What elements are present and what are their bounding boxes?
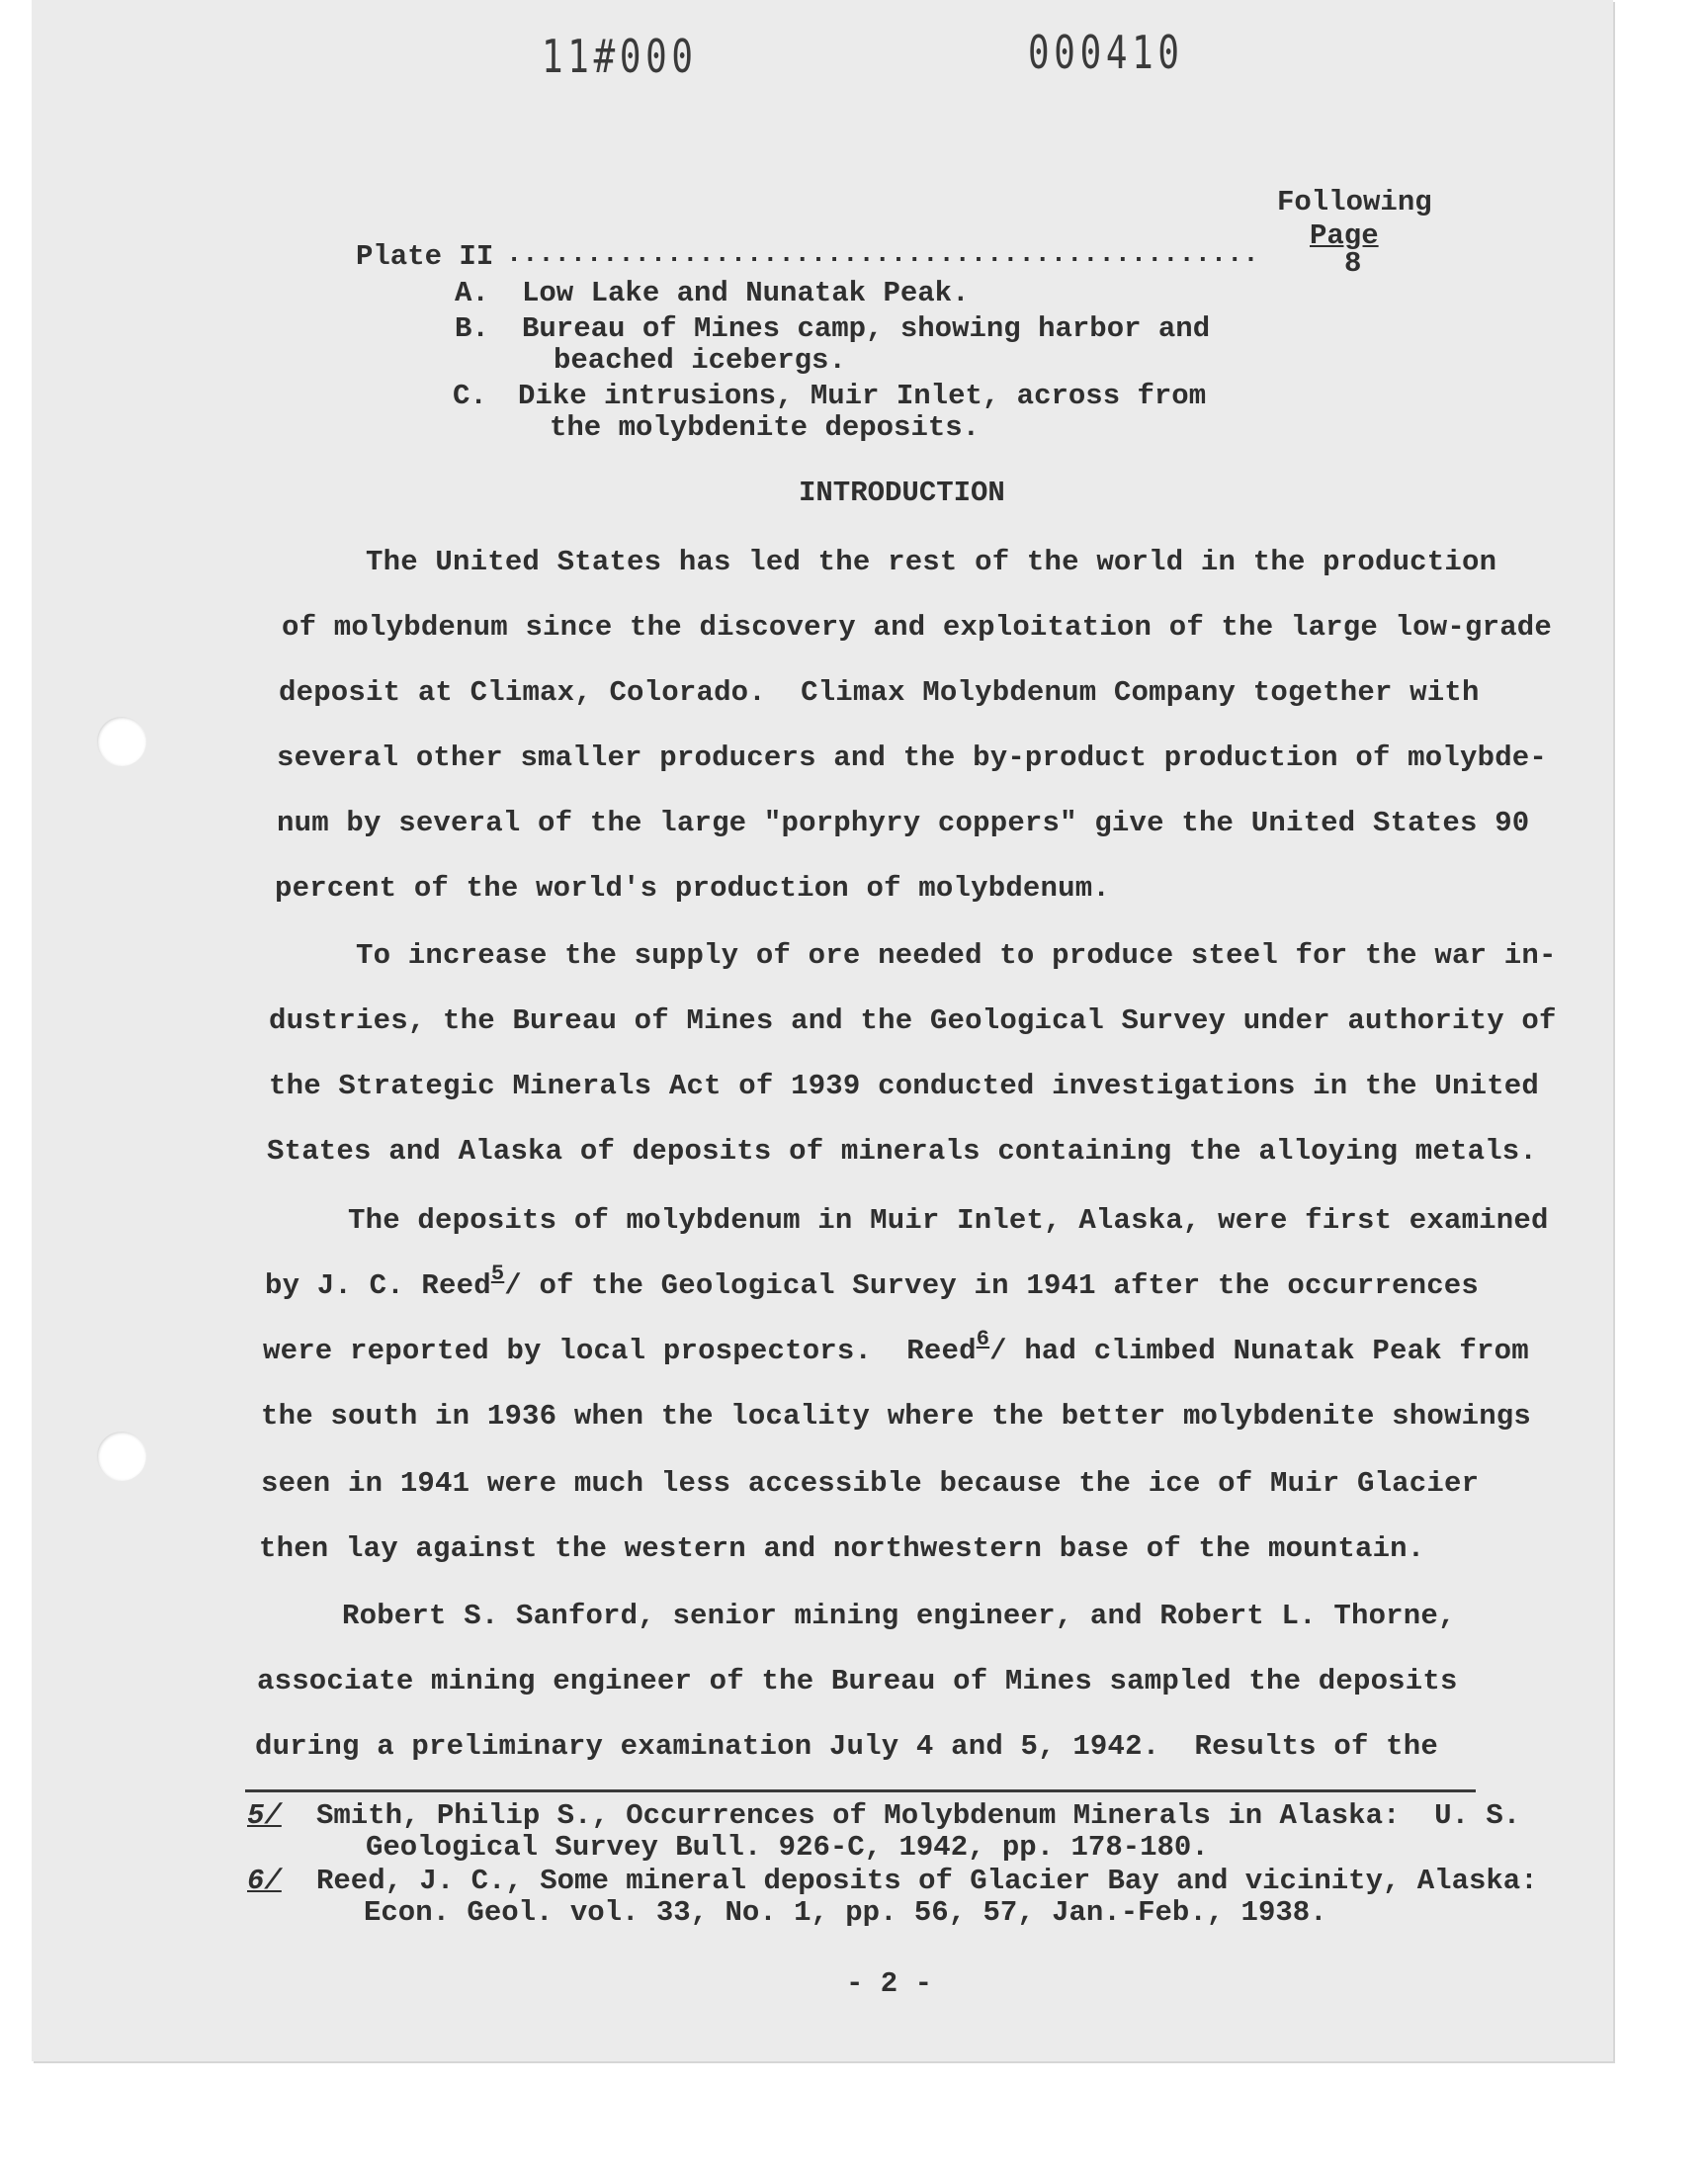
text-line — [263, 1327, 1529, 1367]
plate-item-cont-c: the molybdenite deposits. — [550, 411, 981, 444]
scan-margin — [0, 2066, 1708, 2175]
text-line: To increase the supply of ore needed to produce steel for the war in- — [356, 939, 1557, 972]
text-segment: / had climbed Nunatak Peak from — [989, 1335, 1529, 1367]
footnote-rule — [245, 1789, 1476, 1792]
text-line: The United States has led the rest of the world in the production — [366, 546, 1497, 578]
punch-hole-top — [97, 717, 146, 766]
footnote-text: Smith, Philip S., Occurrences of Molybdenum Minerals in Alaska: U. S. — [316, 1799, 1521, 1832]
plate-title: Plate II — [356, 240, 494, 273]
text-line: num by several of the large "porphyry coppers" give the United States 90 — [277, 807, 1530, 839]
plate-item-text-b: Bureau of Mines camp, showing harbor and — [522, 312, 1211, 345]
footnote-ref-5: 5 — [490, 1262, 505, 1286]
text-line: during a preliminary examination July 4 and 5, 1942. Results of the — [255, 1730, 1438, 1763]
text-line: then lay against the western and northwestern base of the mountain. — [259, 1532, 1425, 1565]
page-label: Page — [1310, 219, 1379, 252]
footnote-mark: 6/ — [247, 1865, 282, 1897]
footnote-text: Reed, J. C., Some mineral deposits of Glacier Bay and vicinity, Alaska: — [316, 1865, 1538, 1897]
plate-leader: ............................................... — [506, 240, 1259, 270]
text-segment: by J. C. Reed — [265, 1269, 491, 1302]
footnote-mark: 5/ — [247, 1799, 282, 1832]
stamp-right: 000410 — [1028, 26, 1184, 79]
text-line: the south in 1936 when the locality where the better molybdenite showings — [261, 1400, 1532, 1433]
text-segment: / of the Geological Survey in 1941 after the occurrences — [504, 1269, 1480, 1302]
text-line: several other smaller producers and the by-product production of molybde- — [277, 741, 1548, 774]
text-line: Robert S. Sanford, senior mining engineer, and Robert L. Thorne, — [342, 1600, 1456, 1632]
plate-item-letter-a: A. — [455, 277, 489, 309]
stamp-left: 11#000 — [542, 30, 698, 83]
text-segment: were reported by local prospectors. Reed — [263, 1335, 977, 1367]
plate-page-number: 8 — [1344, 247, 1362, 280]
following-label: Following — [1277, 186, 1432, 218]
text-line: associate mining engineer of the Bureau of Mines sampled the deposits — [257, 1665, 1458, 1697]
text-line: The deposits of molybdenum in Muir Inlet, Alaska, were first examined — [348, 1204, 1549, 1237]
footnote-text: Geological Survey Bull. 926-C, 1942, pp. 178-180. — [366, 1831, 1209, 1864]
text-line — [265, 1262, 1480, 1302]
plate-item-text-c: Dike intrusions, Muir Inlet, across from — [518, 380, 1207, 412]
text-line: States and Alaska of deposits of minerals containing the alloying metals. — [267, 1135, 1538, 1168]
plate-item-letter-c: C. — [453, 380, 487, 412]
punch-hole-bottom — [97, 1432, 146, 1481]
footnote-ref-6: 6 — [976, 1327, 990, 1351]
page-number: - 2 - — [846, 1967, 933, 2000]
plate-item-text-a: Low Lake and Nunatak Peak. — [522, 277, 970, 309]
text-line: of molybdenum since the discovery and exploitation of the large low-grade — [282, 611, 1553, 644]
footnote-text: Econ. Geol. vol. 33, No. 1, pp. 56, 57, Jan.-Feb., 1938. — [364, 1896, 1327, 1929]
plate-item-letter-b: B. — [455, 312, 489, 345]
text-line: deposit at Climax, Colorado. Climax Molybdenum Company together with — [279, 676, 1480, 709]
section-heading: INTRODUCTION — [799, 477, 1005, 509]
text-line: dustries, the Bureau of Mines and the Geological Survey under authority of — [269, 1004, 1557, 1037]
text-line: seen in 1941 were much less accessible because the ice of Muir Glacier — [261, 1467, 1480, 1500]
plate-item-cont-b: beached icebergs. — [554, 344, 846, 377]
text-line: percent of the world's production of molybdenum. — [275, 872, 1110, 905]
text-line: the Strategic Minerals Act of 1939 conducted investigations in the United — [269, 1070, 1540, 1102]
